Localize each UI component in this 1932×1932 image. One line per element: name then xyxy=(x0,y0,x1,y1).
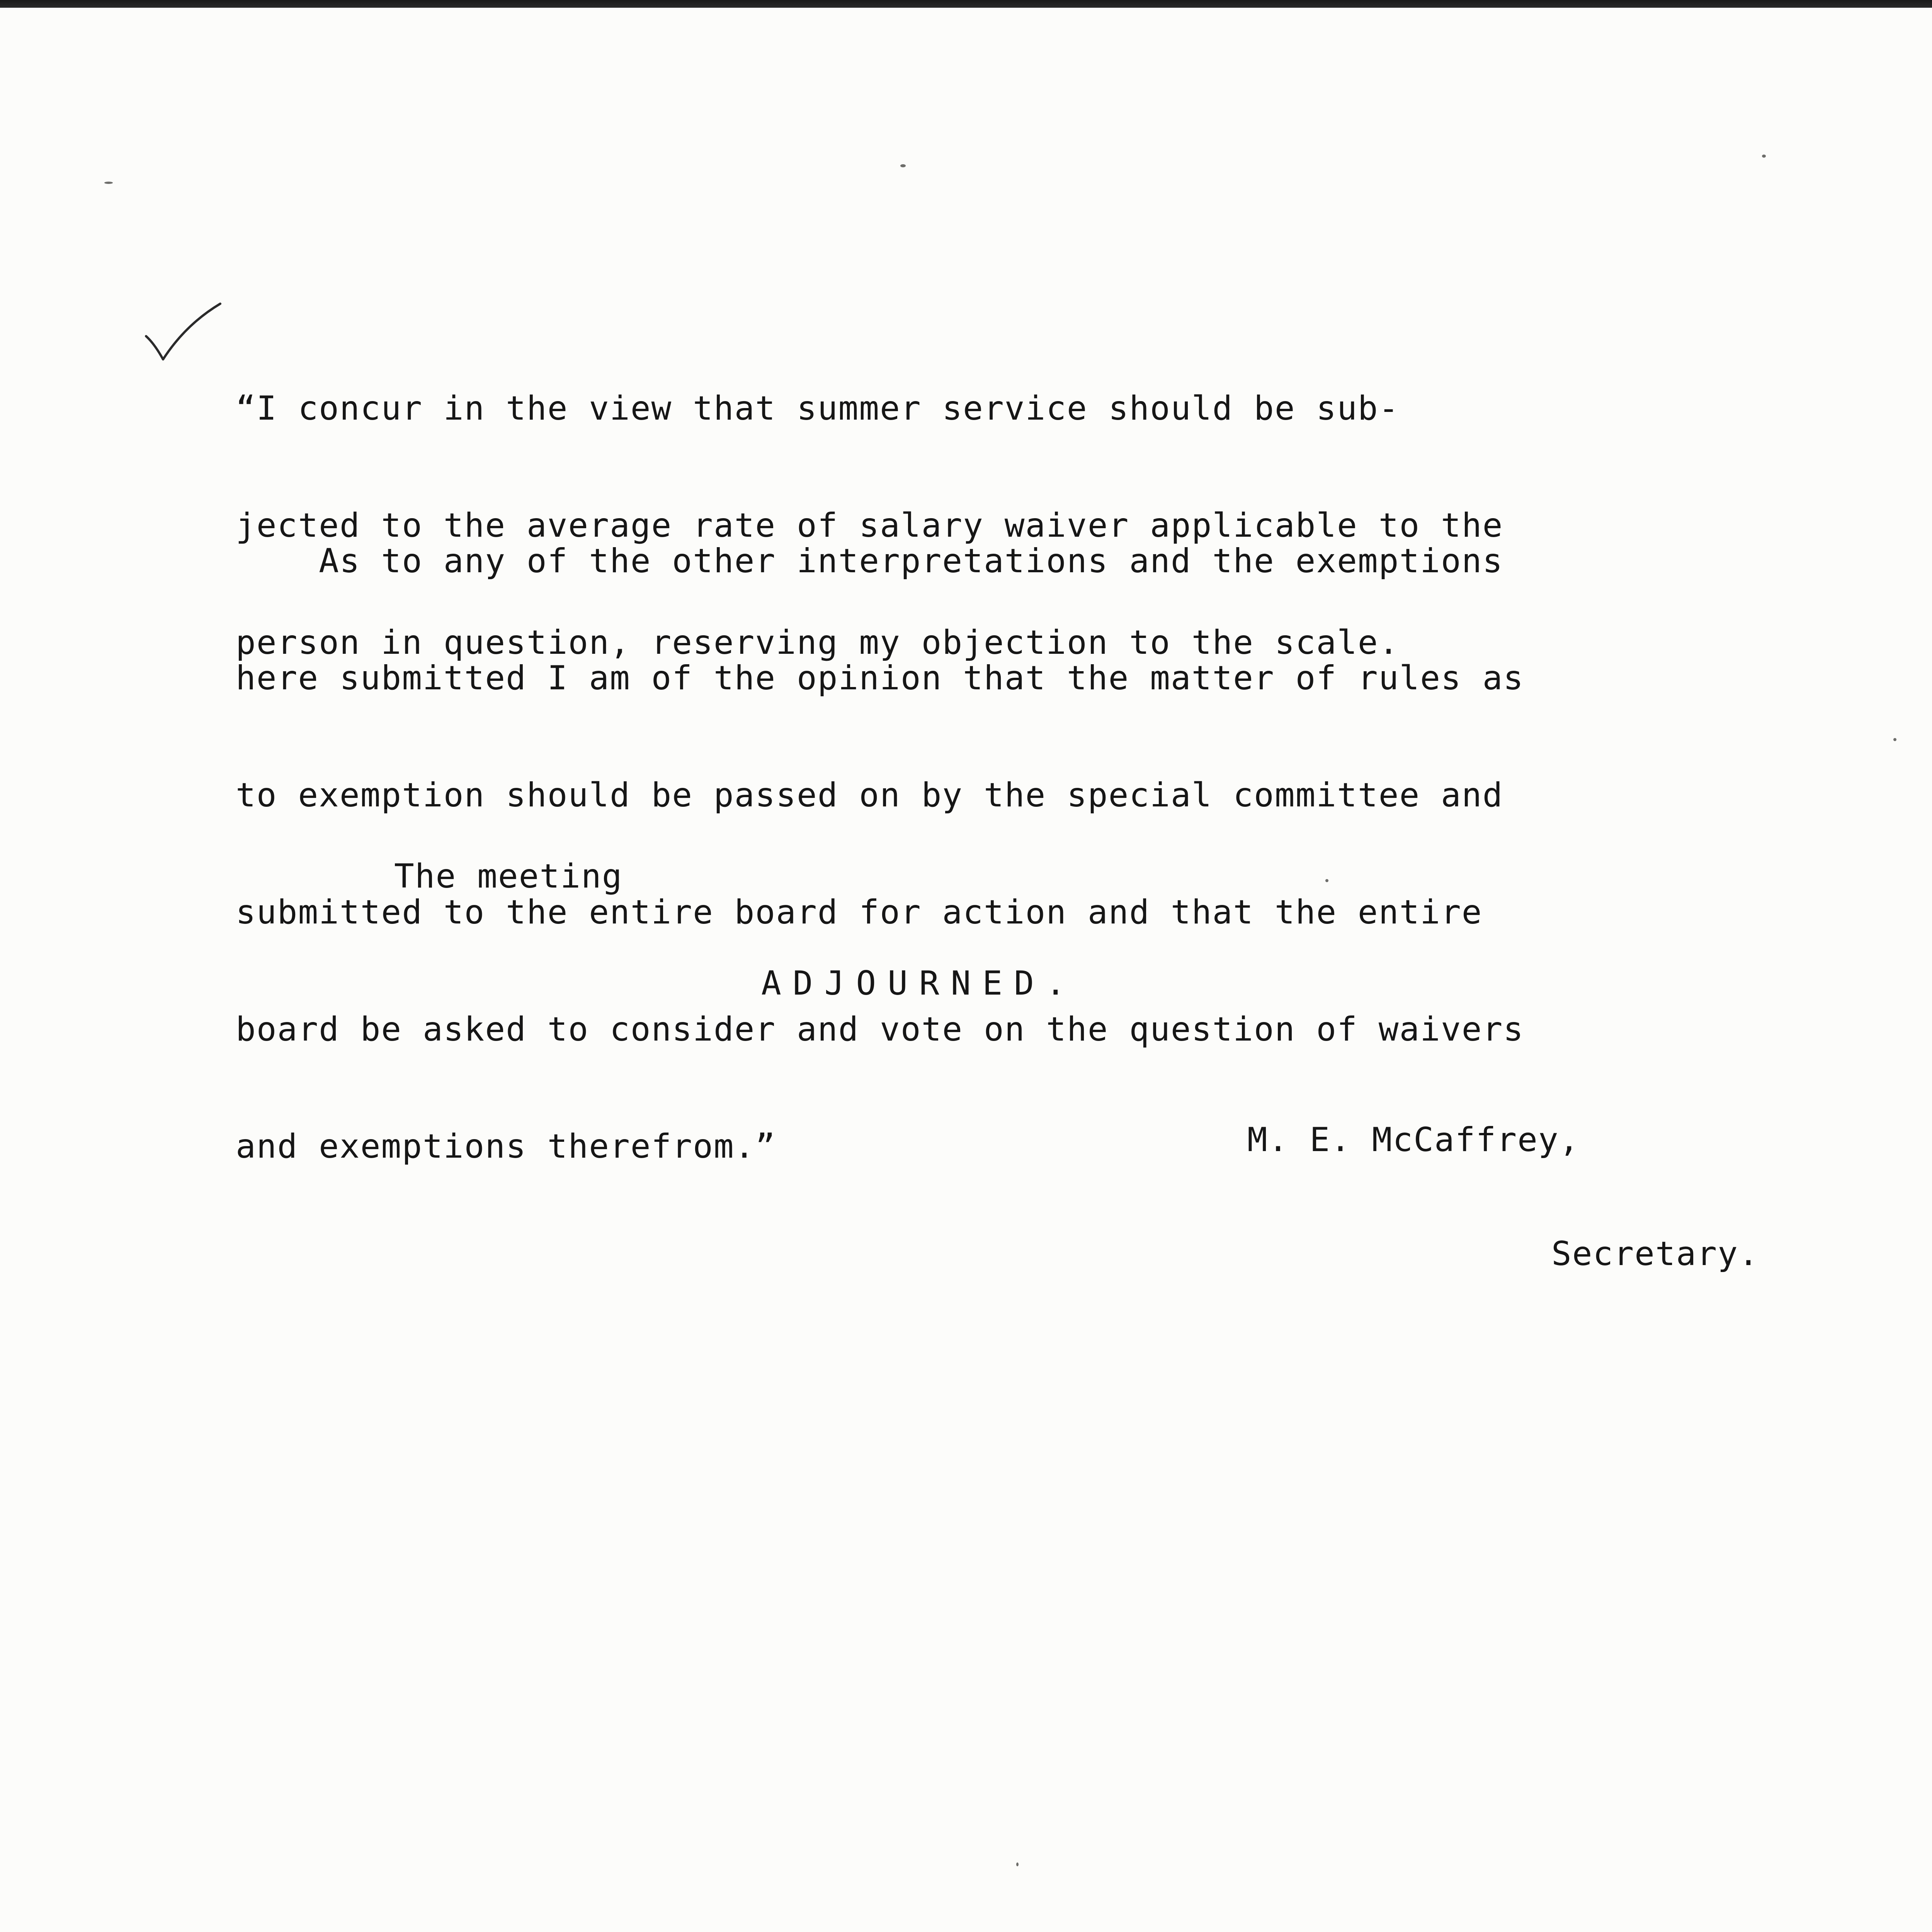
paragraph-line: person in question, reserving my objection to the scale. xyxy=(236,623,1400,662)
paragraph-line: “I concur in the view that summer service should be sub- xyxy=(236,389,1400,428)
meeting-text: The meeting xyxy=(394,857,623,896)
paragraph-line: here submitted I am of the opinion that the matter of rules as xyxy=(236,659,1524,697)
scan-speck xyxy=(900,164,906,167)
scan-speck xyxy=(1325,879,1328,882)
scan-top-edge xyxy=(0,0,1932,8)
paragraph-line: jected to the average rate of salary waiver applicable to the xyxy=(236,506,1503,545)
paragraph-line: As to any of the other interpretations and the exemptions xyxy=(236,542,1503,580)
signer-name: M. E. McCaffrey, xyxy=(1247,1121,1580,1159)
signer-title: Secretary. xyxy=(1551,1235,1759,1273)
paragraph-line: submitted to the entire board for action and that the entire xyxy=(236,893,1483,932)
paragraph-line: board be asked to consider and vote on the question of waivers xyxy=(236,1010,1524,1049)
scan-speck xyxy=(1016,1862,1019,1866)
paragraph-line: to exemption should be passed on by the special committee and xyxy=(236,776,1503,815)
scan-speck xyxy=(104,182,113,184)
paragraph-line: and exemptions therefrom.” xyxy=(236,1127,776,1166)
scan-speck xyxy=(1893,738,1896,741)
scan-speck xyxy=(1762,155,1766,158)
adjourned-heading: ADJOURNED. xyxy=(761,964,1077,1003)
handwritten-checkmark-icon xyxy=(143,301,224,363)
